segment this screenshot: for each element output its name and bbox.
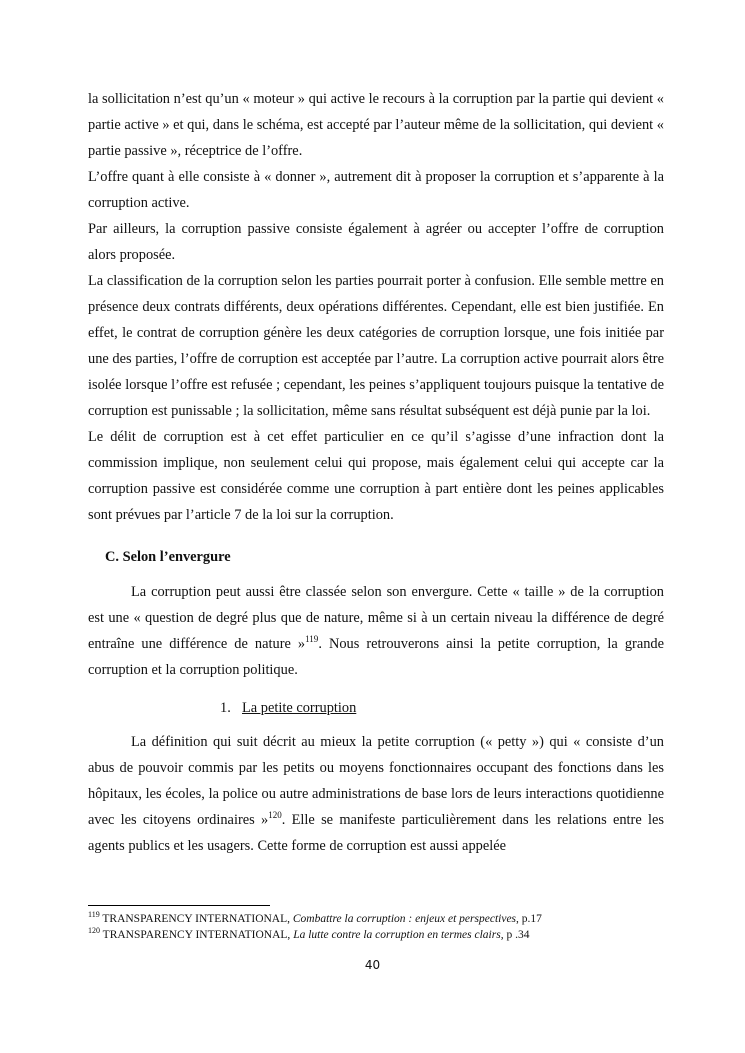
paragraph	[88, 729, 664, 859]
paragraph-text: La définition qui suit décrit au mieux la petite corruption (« petty ») qui « consiste d’un abus de pouvoir commis par les petits ou moyens fonctionnaires occupant des fonctions dans les hôpitaux, les écoles, la police ou autre administrations de base lors de leurs interactions quotidienne avec les citoyens ordinaires »	[88, 734, 664, 828]
body-text	[88, 86, 664, 859]
footnote	[88, 911, 688, 927]
footnote-author: TRANSPARENCY INTERNATIONAL,	[102, 929, 291, 941]
footnote-separator	[88, 905, 270, 906]
subsection-heading	[220, 695, 664, 721]
footnote-tail: p .34	[503, 929, 530, 941]
footnote-number: 120	[88, 926, 100, 936]
section-heading-c: C. Selon l’envergure	[105, 549, 231, 565]
footnote-number: 119	[88, 910, 100, 920]
footnote-ref: 120	[268, 810, 282, 821]
paragraph-text: La corruption peut aussi être classée selon son envergure. Cette « taille » de la corruption est une « question de degré plus que de nature, même si à un certain niveau la différence de degré entraîne une différence de nature »	[88, 584, 664, 652]
paragraph: la sollicitation n’est qu’un « moteur » qui active le recours à la corruption par la partie qui devient « partie active » et qui, dans le schéma, est accepté par l’auteur même de la sollicitation, qui devient « partie passive », réceptrice de l’offre.	[88, 91, 664, 159]
footnote-title: La lutte contre la corruption en termes clairs,	[293, 929, 504, 941]
footnote-author: TRANSPARENCY INTERNATIONAL,	[102, 913, 291, 925]
paragraph: La classification de la corruption selon les parties pourrait porter à confusion. Elle semble mettre en présence deux contrats différents, deux opérations différentes. Cependant, elle est bien justifiée. En effet, le contrat de corruption génère les deux catégories de corruption lorsque, une fois initiée par une des parties, l’offre de corruption est acceptée par l’autre. La corruption active pourrait alors être isolée lorsque l’offre est refusée ; cependant, les peines s’appliquent toujours puisque la tentative de corruption est punissable ; la sollicitation, même sans résultat subséquent est déjà punie par la loi.	[88, 273, 664, 419]
paragraph: Le délit de corruption est à cet effet particulier en ce qu’il s’agisse d’une infraction dont la commission implique, non seulement celui qui propose, mais également celui qui accepte car la corruption passive est considérée comme une corruption à part entière dont les peines applicables sont prévues par l’article 7 de la loi sur la corruption.	[88, 429, 664, 523]
page-number: 40	[364, 958, 381, 972]
footnotes	[88, 911, 688, 943]
paragraph: Par ailleurs, la corruption passive consiste également à agréer ou accepter l’offre de corruption alors proposée.	[88, 221, 664, 263]
paragraph	[88, 579, 664, 683]
paragraph-text: . Nous retrouverons ainsi la petite corruption, la grande corruption et la corruption politique.	[88, 636, 664, 678]
footnote	[88, 927, 688, 943]
paragraph-text: . Elle se manifeste particulièrement dans les relations entre les agents publics et les usagers. Cette forme de corruption est aussi appelée	[88, 812, 665, 854]
footnote-title: Combattre la corruption : enjeux et perspectives	[292, 913, 517, 925]
footnote-ref: 119	[305, 634, 319, 645]
subsection-number: 1.	[220, 700, 231, 716]
subsection-title: La petite corruption	[242, 700, 357, 716]
paragraph: L’offre quant à elle consiste à « donner », autrement dit à proposer la corruption et s’apparente à la corruption active.	[88, 169, 664, 211]
footnote-tail: , p.17	[516, 913, 542, 925]
